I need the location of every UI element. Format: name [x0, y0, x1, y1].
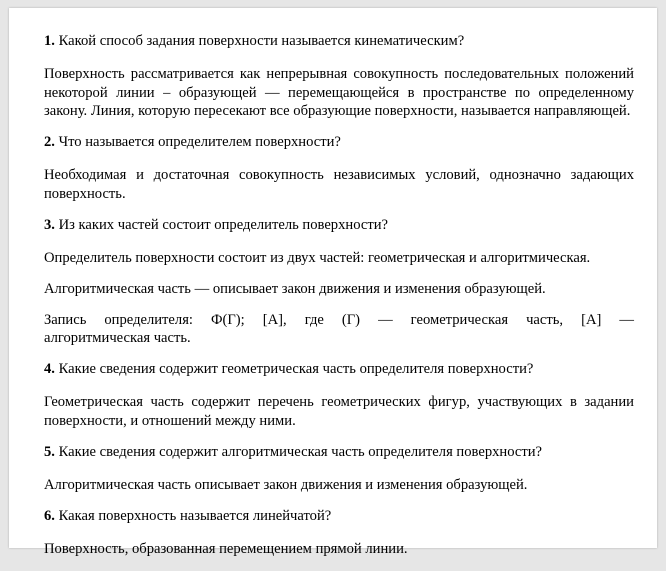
question-3	[44, 216, 634, 235]
formula-word: —	[378, 311, 393, 328]
answer-3-part-1: Определитель поверхности состоит из двух частей: геометрическая и алгоритмическая.	[44, 249, 591, 266]
question-4	[44, 360, 634, 379]
formula-line	[44, 311, 634, 330]
question-2	[44, 133, 634, 152]
question-number: 3.	[44, 216, 55, 233]
question-text: Какая поверхность называется линейчатой?	[54, 507, 332, 524]
question-number: 6.	[44, 507, 55, 524]
question-text: Какой способ задания поверхности называется кинематическим?	[54, 33, 465, 49]
answer-6: Поверхность, образованная перемещением прямой линии.	[44, 540, 408, 557]
answer-2: Необходимая и достаточная совокупность независимых условий, однозначно задающих поверхность.	[44, 167, 634, 202]
formula-word: определителя:	[104, 311, 193, 328]
answer-3-part-2: Алгоритмическая часть — описывает закон движения и изменения образующей.	[44, 280, 546, 297]
question-number: 5.	[44, 443, 55, 460]
question-1	[44, 32, 634, 51]
formula-word: (Г)	[341, 311, 361, 328]
formula-word: Запись	[44, 311, 87, 328]
question-5	[44, 443, 634, 462]
answer-1: Поверхность рассматривается как непрерывная совокупность последовательных положений некоторой линии – образующей — перемещающейся в пространстве по определенному закону. Линия, которую пересекают все образующие поверхности, называется направляющей.	[44, 66, 634, 119]
question-number: 4.	[44, 361, 55, 377]
question-6	[44, 507, 634, 526]
determinant-formula	[44, 311, 634, 348]
answer-5: Алгоритмическая часть описывает закон движения и изменения образующей.	[44, 476, 528, 493]
formula-word: [А],	[262, 311, 287, 328]
question-number: 2.	[44, 134, 55, 150]
formula-continuation: алгоритмическая часть.	[44, 330, 191, 346]
formula-word: [А]	[581, 311, 602, 328]
formula-word: геометрическая	[410, 311, 509, 328]
question-text: Что называется определителем поверхности?	[54, 134, 341, 150]
question-text: Из каких частей состоит определитель поверхности?	[54, 216, 389, 233]
question-text: Какие сведения содержит алгоритмическая часть определителя поверхности?	[54, 443, 543, 460]
document-page	[9, 8, 657, 557]
formula-word: —	[619, 311, 634, 328]
answer-4: Геометрическая часть содержит перечень геометрических фигур, участвующих в задании поверхности, и отношений между ними.	[44, 394, 634, 429]
question-text: Какие сведения содержит геометрическая часть определителя поверхности?	[54, 361, 534, 377]
formula-word: Ф(Г);	[210, 311, 245, 328]
formula-word: где	[304, 311, 324, 328]
formula-word: часть,	[526, 311, 564, 328]
question-number: 1.	[44, 33, 55, 49]
document-body	[44, 32, 634, 571]
